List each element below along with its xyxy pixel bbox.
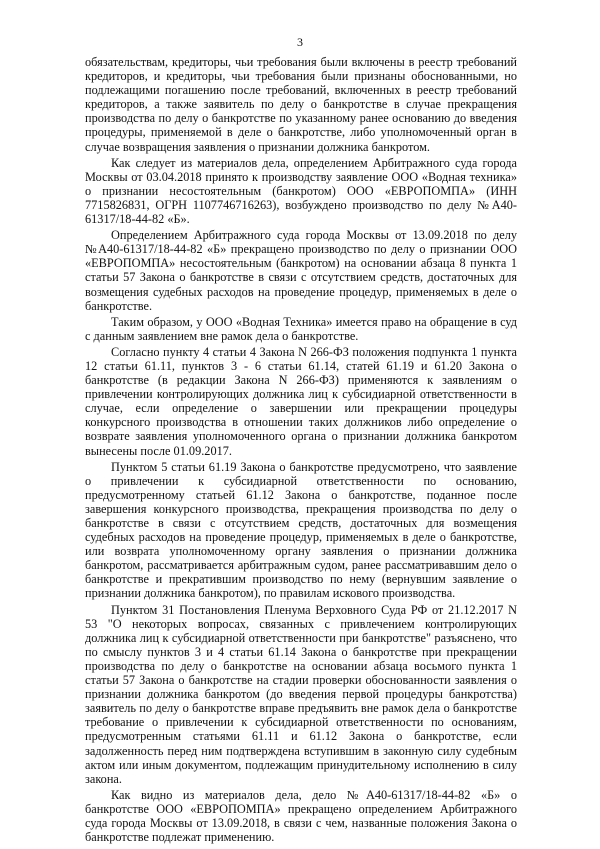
paragraph-final: Как видно из материалов дела, дело №А40-61317/18-44-82 «Б» о банкротстве ООО «ЕВРОПОМПА» прекращено определением Арбитражного суда города Москвы от 13.09.2018, в связи с чем, названные положения Закона о банкротстве подлежат применению. bbox=[85, 787, 517, 845]
paragraph-case-termination: Определением Арбитражного суда города Москвы от 13.09.2018 по делу №А40-61317/18-44-82 «Б» прекращено производство по делу о признании ООО «ЕВРОПОМПА» несостоятельным (банкротом) на основании абзаца 8 пункта 1 статьи 57 Закона о банкротстве в связи с отсутствием средств, достаточных для возмещения судебных расходов на проведение процедур, применяемых в деле о банкротстве. bbox=[85, 228, 517, 313]
page-number: 3 bbox=[297, 35, 303, 49]
paragraph-plenum-resolution: Пунктом 31 Постановления Пленума Верховного Суда РФ от 21.12.2017 N 53 "О некоторых вопросах, связанных с привлечением контролирующих должника лиц к субсидиарной ответственности при банкротстве" разъяснено, что по смыслу пунктов 3 и 4 статьи 61.14 Закона о банкротстве при прекращении производства по делу о банкротстве на основании абзаца восьмого пункта 1 статьи 57 Закона о банкротстве на стадии проверки обоснованности заявления о признании должника банкротом (до введения первой процедуры банкротства) заявитель по делу о банкротстве вправе предъявить вне рамок дела о банкротстве требование о привлечении к субсидиарной ответственности по основаниям, предусмотренным статьями 61.11 и 61.12 Закона о банкротстве, если задолженность перед ним подтверждена вступившим в законную силу судебным актом или иным документом, подлежащим принудительному исполнению в силу закона. bbox=[85, 602, 517, 786]
paragraph-law-266-fz: Согласно пункту 4 статьи 4 Закона N 266-ФЗ положения подпункта 1 пункта 12 статьи 61.11, пунктов 3 - 6 статьи 61.14, статей 61.19 и 61.20 Закона о банкротстве (в редакции Закона N 266-ФЗ) применяются к заявлениям о привлечении контролирующих должника лиц к субсидиарной ответственности в случае, если определение о завершении или прекращении процедуры конкурсного производства в отношении таких должников либо определение о возврате заявления уполномоченного органа о признании должника банкротом вынесены после 01.09.2017. bbox=[85, 344, 517, 458]
paragraph-conclusion-right: Таким образом, у ООО «Водная Техника» имеется право на обращение в суд с данным заявлением вне рамок дела о банкротстве. bbox=[85, 314, 517, 343]
paragraph-continuation: обязательствам, кредиторы, чьи требования были включены в реестр требований кредиторов, и кредиторы, чьи требования были признаны обоснованными, но подлежащими погашению после требований, включенных в реестр требований кредиторов, а также заявитель по делу о банкротстве в случае прекращения производства по делу о банкротстве по указанному ранее основанию до введения процедуры, применяемой в деле о банкротстве, либо уполномоченный орган в случае возвращения заявления о признании должника банкротом. bbox=[85, 55, 517, 154]
paragraph-article-61-19: Пунктом 5 статьи 61.19 Закона о банкротстве предусмотрено, что заявление о привлечении к субсидиарной ответственности по основанию, предусмотренному статьей 61.12 Закона о банкротстве, поданное после завершения конкурсного производства, прекращения производства по делу о банкротстве в связи с отсутствием средств, достаточных для возмещения судебных расходов на проведение процедур, применяемых в деле о банкротстве, или возврата уполномоченному органу заявления о признании должника банкротом, рассматривается арбитражным судом, ранее рассматривавшим дело о банкротстве и прекратившим производство по нему (вернувшим заявление о признании должника банкротом), по правилам искового производства. bbox=[85, 459, 517, 601]
paragraph-case-initiation: Как следует из материалов дела, определением Арбитражного суда города Москвы от 03.04.2018 принято к производству заявление ООО «Водная техника» о признании несостоятельным (банкротом) ООО «ЕВРОПОМПА» (ИНН 7715826831, ОГРН 1107746716263), возбуждено производство по делу №А40-61317/18-44-82 «Б». bbox=[85, 155, 517, 227]
document-body bbox=[85, 55, 517, 846]
